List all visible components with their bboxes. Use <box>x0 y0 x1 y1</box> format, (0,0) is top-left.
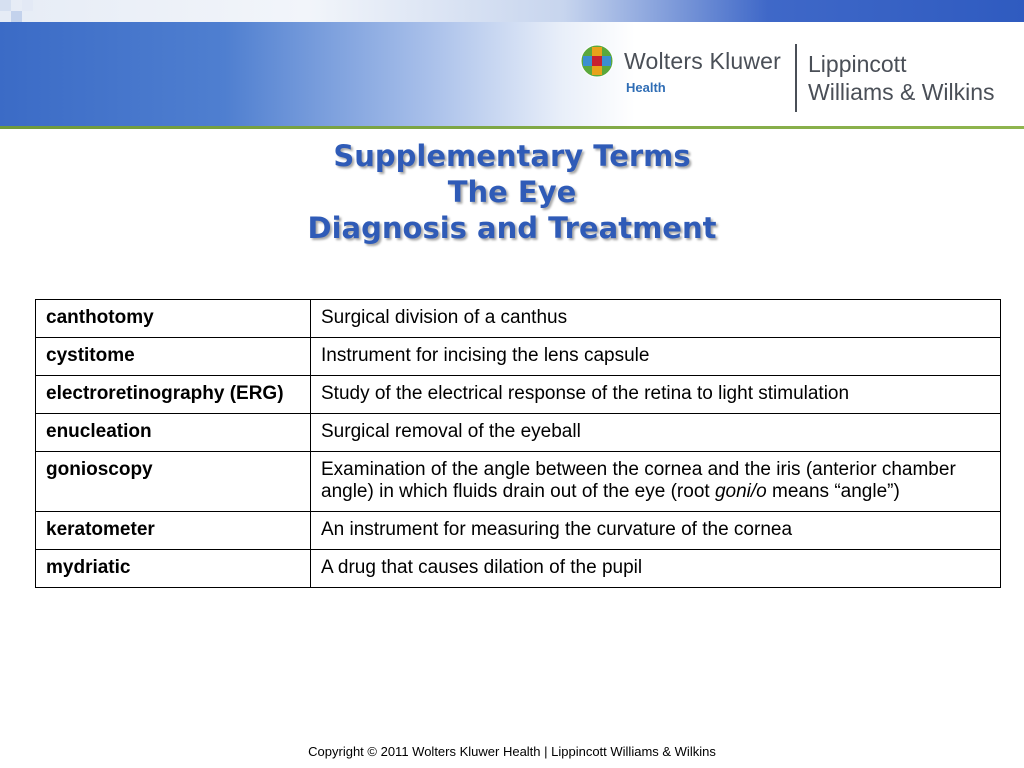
term-cell: cystitome <box>36 338 311 376</box>
title-line-3: Diagnosis and Treatment <box>307 211 717 245</box>
copyright-footer: Copyright © 2011 Wolters Kluwer Health | Lippincott Williams & Wilkins <box>308 744 716 759</box>
decor-square <box>11 11 22 22</box>
definition-cell: Surgical division of a canthus <box>311 300 1001 338</box>
definition-cell: A drug that causes dilation of the pupil <box>311 550 1001 588</box>
table-row <box>36 300 1001 338</box>
definition-cell: An instrument for measuring the curvature of the cornea <box>311 512 1001 550</box>
logo-divider <box>795 44 797 112</box>
wolters-kluwer-logo-icon <box>580 44 614 78</box>
table-row <box>36 550 1001 588</box>
table-row <box>36 376 1001 414</box>
term-cell: mydriatic <box>36 550 311 588</box>
definition-cell: Surgical removal of the eyeball <box>311 414 1001 452</box>
term-cell: canthotomy <box>36 300 311 338</box>
table-row <box>36 512 1001 550</box>
title-line-2: The Eye <box>447 175 577 209</box>
publisher-line-1: Lippincott <box>808 51 907 77</box>
term-cell: electroretinography (ERG) <box>36 376 311 414</box>
header-top-strip <box>0 0 1024 22</box>
definition-text-end: means “angle”) <box>766 481 900 502</box>
table-row <box>36 338 1001 376</box>
term-cell: keratometer <box>36 512 311 550</box>
terms-table <box>35 299 1001 588</box>
header-accent-line <box>0 126 1024 129</box>
publisher-logo <box>580 44 1020 114</box>
brand-subtitle: Health <box>626 80 666 95</box>
brand-name: Wolters Kluwer <box>624 48 782 74</box>
publisher-name <box>808 50 995 106</box>
term-cell: gonioscopy <box>36 452 311 512</box>
publisher-line-2: Williams & Wilkins <box>808 79 995 105</box>
table-row <box>36 414 1001 452</box>
table-row <box>36 452 1001 512</box>
term-cell: enucleation <box>36 414 311 452</box>
slide-title <box>0 138 1024 246</box>
decor-square <box>22 0 33 11</box>
definition-cell <box>311 452 1001 512</box>
definition-cell: Study of the electrical response of the retina to light stimulation <box>311 376 1001 414</box>
title-line-1: Supplementary Terms <box>333 139 691 173</box>
definition-cell: Instrument for incising the lens capsule <box>311 338 1001 376</box>
definition-text: Examination of the angle between the cornea and the iris (anterior chamber angle) in which fluids drain out of the eye (root <box>321 459 956 502</box>
decor-square <box>0 0 11 11</box>
definition-root-italic: goni/o <box>714 481 767 502</box>
